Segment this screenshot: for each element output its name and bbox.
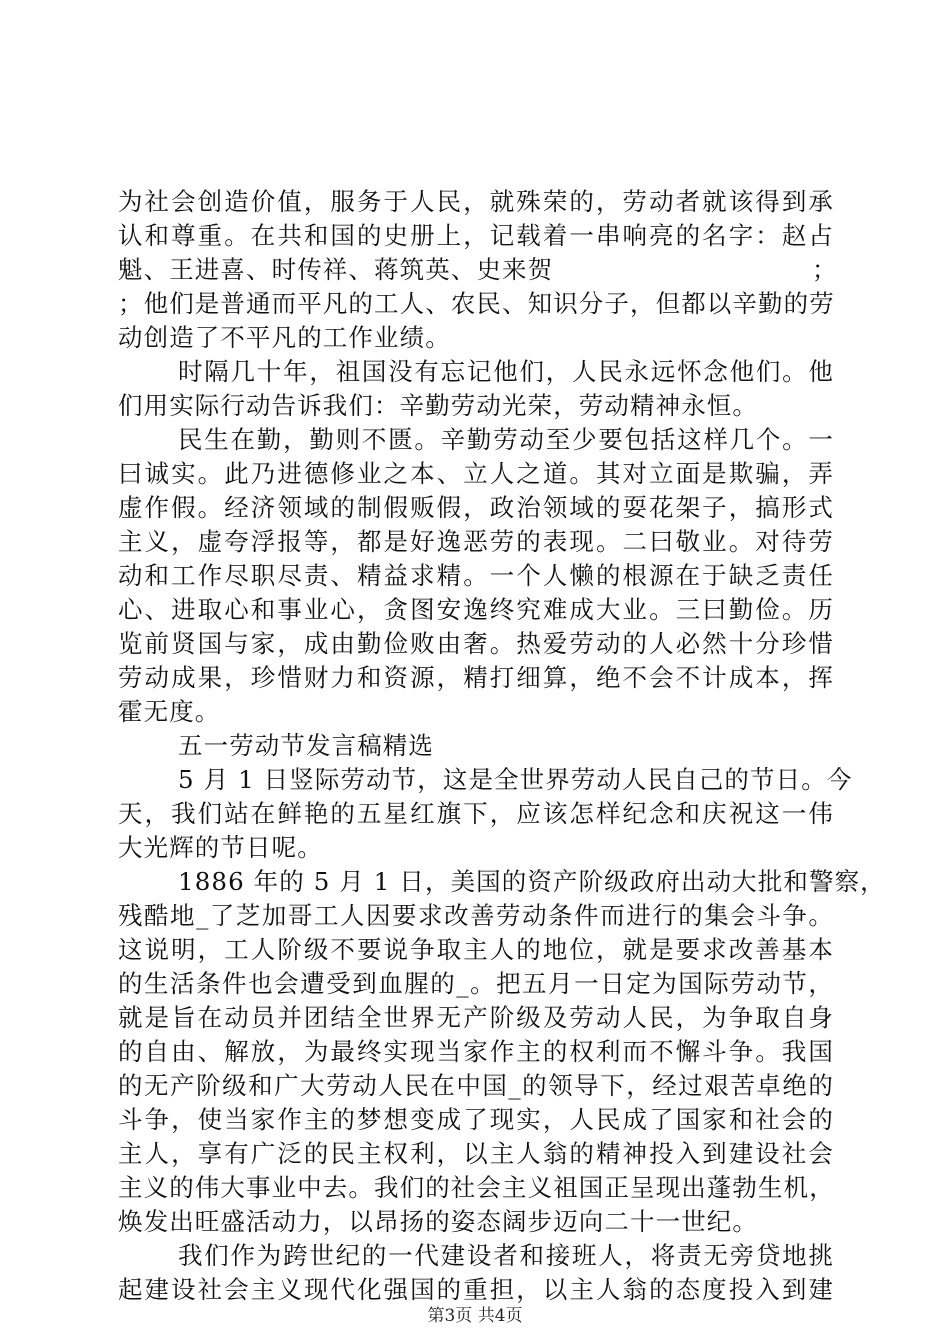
text-line: 为社会创造价值，服务于人民，就殊荣的，劳动者就该得到承 [118, 187, 834, 216]
text-line: 们用实际行动告诉我们：辛勤劳动光荣，劳动精神永恒。 [118, 391, 758, 420]
page-footer: 第3页 共4页 [427, 1306, 523, 1326]
text-line: 民生在勤，勤则不匮。辛勤劳动至少要包括这样几个。一 [178, 425, 834, 454]
text-line: 动创造了不平凡的工作业绩。 [118, 323, 451, 352]
text-line: 残酷地_了芝加哥工人因要求改善劳动条件而进行的集会斗争。 [118, 901, 834, 930]
text-line: 这说明，工人阶级不要说争取主人的地位，就是要求改善基本 [118, 935, 834, 964]
text-line: 劳动成果，珍惜财力和资源，精打细算，绝不会不计成本，挥 [118, 663, 834, 692]
text-line: 主人，享有广泛的民主权利，以主人翁的精神投入到建设社会 [118, 1139, 834, 1168]
text-line: 主义的伟大事业中去。我们的社会主义祖国正呈现出蓬勃生机， [118, 1173, 835, 1202]
text-line: 焕发出旺盛活动力，以昂扬的姿态阔步迈向二十一世纪。 [118, 1207, 758, 1236]
text-line: 斗争，使当家作主的梦想变成了现实，人民成了国家和社会的 [118, 1105, 834, 1134]
text-line: 认和尊重。在共和国的史册上，记载着一串响亮的名字：赵占 [118, 221, 834, 250]
text-line: 5 月 1 日竖际劳动节，这是全世界劳动人民自己的节日。今 [178, 765, 853, 794]
text-line: 的自由、解放，为最终实现当家作主的权利而不懈斗争。我国 [118, 1037, 834, 1066]
text-line: ； [812, 255, 838, 284]
text-line: 大光辉的节日呢。 [118, 833, 323, 862]
text-line: 起建设社会主义现代化强国的重担，以主人翁的态度投入到建 [118, 1275, 834, 1304]
section-title: 五一劳动节发言稿精选 [178, 731, 434, 760]
text-line: 时隔几十年，祖国没有忘记他们，人民永远怀念他们。他 [178, 357, 834, 386]
text-line: 1886 年的 5 月 1 日，美国的资产阶级政府出动大批和警察， [178, 867, 886, 896]
text-line: 就是旨在动员并团结全世界无产阶级及劳动人民，为争取自身 [118, 1003, 834, 1032]
text-line: 虚作假。经济领域的制假贩假，政治领域的耍花架子，搞形式 [118, 493, 834, 522]
text-line: 天，我们站在鲜艳的五星红旗下，应该怎样纪念和庆祝这一伟 [118, 799, 834, 828]
text-line: 霍无度。 [118, 697, 221, 726]
text-line: 我们作为跨世纪的一代建设者和接班人，将责无旁贷地挑 [178, 1241, 834, 1270]
text-line: ；他们是普通而平凡的工人、农民、知识分子，但都以辛勤的劳 [118, 289, 835, 318]
text-line: 的无产阶级和广大劳动人民在中国_的领导下，经过艰苦卓绝的 [118, 1071, 834, 1100]
text-line: 的生活条件也会遭受到血腥的_。把五月一日定为国际劳动节， [118, 969, 834, 998]
text-line: 魁、王进喜、时传祥、蒋筑英、史来贺 [118, 255, 554, 284]
text-line: 动和工作尽职尽责、精益求精。一个人懒的根源在于缺乏责任 [118, 561, 834, 590]
text-line: 曰诚实。此乃进德修业之本、立人之道。其对立面是欺骗，弄 [118, 459, 834, 488]
text-line: 心、进取心和事业心，贪图安逸终究难成大业。三曰勤俭。历 [118, 595, 834, 624]
text-line: 览前贤国与家，成由勤俭败由奢。热爱劳动的人必然十分珍惜 [118, 629, 834, 658]
text-line: 主义，虚夸浮报等，都是好逸恶劳的表现。二曰敬业。对待劳 [118, 527, 834, 556]
